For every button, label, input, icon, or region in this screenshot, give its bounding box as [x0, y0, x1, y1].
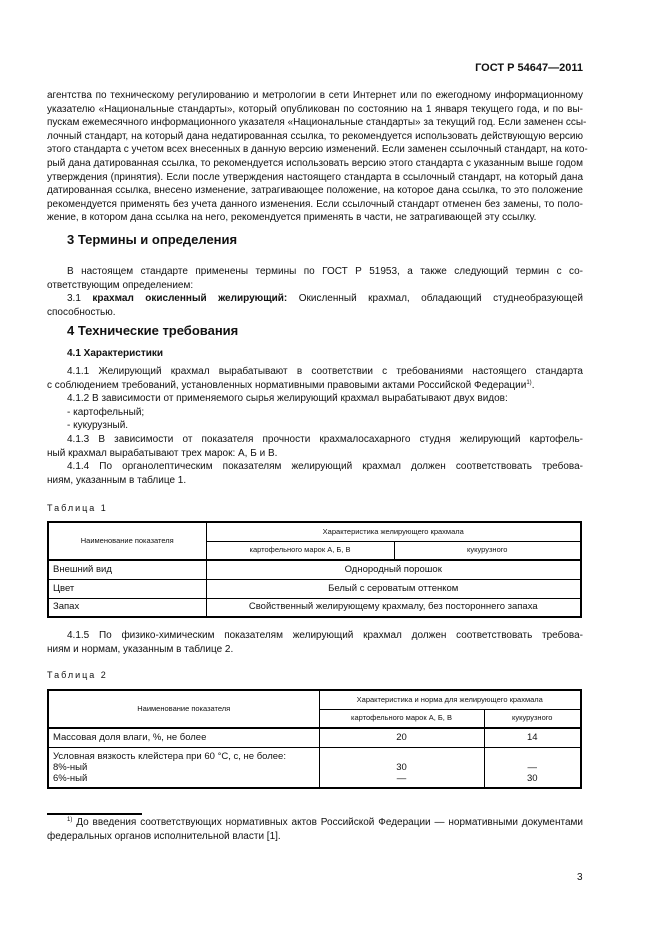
row-name: Условная вязкость клейстера при 60 °С, с, не более:	[53, 750, 286, 762]
text-line: этого стандарта с учетом всех внесенных в данную версию изменений. Если заменен ссылочный стандарт, на кото-	[47, 144, 588, 156]
text-line: 4.1.2 В зависимости от применяемого сырья желирующий крахмал вырабатывают двух видов:	[67, 393, 508, 405]
text-line: указателю «Национальные стандарты», который опубликован по состоянию на 1 января текущего года, и по вы-	[47, 103, 583, 115]
text-line	[47, 816, 583, 830]
definition: Окисленный крахмал, обладающий студнеобразующей	[298, 293, 583, 305]
table-2-label: Таблица 2	[47, 670, 108, 680]
text-line: ный крахмал вырабатывают трех марок: А, Б и В.	[47, 447, 278, 459]
text-line: рекомендуется применять без учета данного изменения. Если ссылочный стандарт отменен без замены, то поло-	[47, 198, 583, 210]
text-line: утверждения (принятия). Если после утверждения настоящего стандарта в ссылочный стандарт, на который дана	[47, 171, 583, 183]
col-header-name: Наименование показателя	[48, 690, 319, 728]
footnote-mark: 1)	[67, 817, 73, 823]
row-value: Белый с сероватым оттенком	[206, 579, 581, 598]
text-line: В настоящем стандарте применены термины по ГОСТ Р 51953, а также следующий термин с со-	[67, 266, 583, 277]
row-name: Массовая доля влаги, %, не более	[48, 728, 319, 747]
row-value-corn: 30	[526, 772, 538, 784]
doc-code: ГОСТ Р 54647—2011	[475, 62, 583, 74]
text-line: федеральных органов исполнительной власти [1].	[47, 830, 281, 842]
row-value-corn: —	[527, 761, 537, 773]
section-4-1-paragraphs	[47, 365, 583, 487]
intro-paragraph	[47, 89, 588, 225]
row-subname: 6%-ный	[53, 772, 88, 784]
text-line: датированная ссылка, внесено изменение, затрагивающее положение, на которое дана ссылка, то это положение	[47, 185, 583, 197]
col-header-corn: кукурузного	[394, 541, 581, 560]
section-4-1-title: 4.1 Характеристики	[67, 348, 164, 359]
table-row	[48, 747, 581, 788]
col-header-group: Характеристика и норма для желирующего крахмала	[319, 690, 581, 709]
text-fragment: До введения соответствующих нормативных актов Российской Федерации — нормативными документами	[76, 817, 584, 828]
text-line: рый дана датированная ссылка, то рекомендуется использовать версию этого стандарта с указанным выше годом	[47, 157, 583, 169]
col-header-potato: картофельного марок А, Б, В	[206, 541, 394, 560]
text-line: пускам ежемесячного информационного указателя «Национальные стандарты» за текущий год. Если заменен ссы-	[47, 117, 587, 129]
footnote	[47, 816, 583, 843]
footnote-ref[interactable]: 1)	[526, 379, 532, 386]
table-1	[47, 521, 582, 618]
row-name: Внешний вид	[48, 560, 206, 579]
section-4-title: 4 Технические требования	[67, 323, 239, 338]
text-line: ответствующим определением:	[47, 279, 194, 291]
row-value-potato: 30	[396, 761, 407, 773]
row-value: Однородный порошок	[206, 560, 581, 579]
list-item: - картофельный;	[67, 406, 145, 418]
table-2	[47, 689, 582, 789]
row-name: Запах	[48, 598, 206, 617]
row-subname: 8%-ный	[53, 761, 88, 773]
list-item: - кукурузный.	[67, 420, 129, 432]
table-row	[48, 579, 581, 598]
row-value-corn: 14	[484, 728, 581, 747]
term: крахмал окисленный желирующий:	[92, 293, 288, 305]
text-line: жение, в котором дана ссылка на него, рекомендуется применять в части, не затрагивающей эту ссылку.	[47, 212, 537, 224]
row-value: Свойственный желирующему крахмалу, без постороннего запаха	[206, 598, 581, 617]
section-3-paragraph	[47, 265, 583, 319]
row-name: Цвет	[48, 579, 206, 598]
table-row	[48, 598, 581, 617]
col-header-corn: кукурузного	[484, 709, 581, 728]
term-number: 3.1	[67, 293, 81, 305]
text-line: лочный стандарт, на который дана недатированная ссылка, то рекомендуется использовать действующую версию	[47, 130, 583, 142]
paragraph-4-1-5	[47, 629, 583, 656]
text-fragment: с соблюдением требований, установленных нормативными правовыми актами Российской Федерации	[47, 379, 527, 391]
text-line: ниям, указанным в таблице 1.	[47, 474, 187, 486]
text-line: способностью.	[47, 306, 116, 318]
text-line: с соблюдением требований, установленных нормативными правовыми актами Российской Федерации$^{1)}$.	[47, 379, 535, 391]
table-row	[48, 728, 581, 747]
row-value-potato: 20	[319, 728, 484, 747]
col-header-group: Характеристика желирующего крахмала	[206, 522, 581, 541]
page-number: 3	[577, 872, 583, 883]
section-3-title: 3 Термины и определения	[67, 232, 238, 247]
text-line: 4.1.1 Желирующий крахмал вырабатывают в соответствии с требованиями настоящего стандарта	[67, 366, 583, 377]
text-line: 4.1.3 В зависимости от показателя прочности крахмалосахарного студня желирующий картофель-	[67, 433, 583, 445]
footnote-divider	[47, 813, 142, 815]
col-header-potato: картофельного марок А, Б, В	[319, 709, 484, 728]
text-line: 4.1.4 По органолептическим показателям желирующий крахмал должен соответствовать требова-	[67, 461, 583, 473]
text-line: 4.1.5 По физико-химическим показателям желирующий крахмал должен соответствовать требова-	[67, 630, 583, 641]
row-value-potato: —	[396, 772, 407, 784]
table-row	[48, 560, 581, 579]
col-header-name: Наименование показателя	[48, 522, 206, 560]
term-definition	[47, 292, 583, 306]
table-1-label: Таблица 1	[47, 503, 108, 513]
text-line: ниям и нормам, указанным в таблице 2.	[47, 643, 234, 655]
text-line: агентства по техническому регулированию и метрологии в сети Интернет или по ежегодному информационному	[47, 90, 583, 101]
